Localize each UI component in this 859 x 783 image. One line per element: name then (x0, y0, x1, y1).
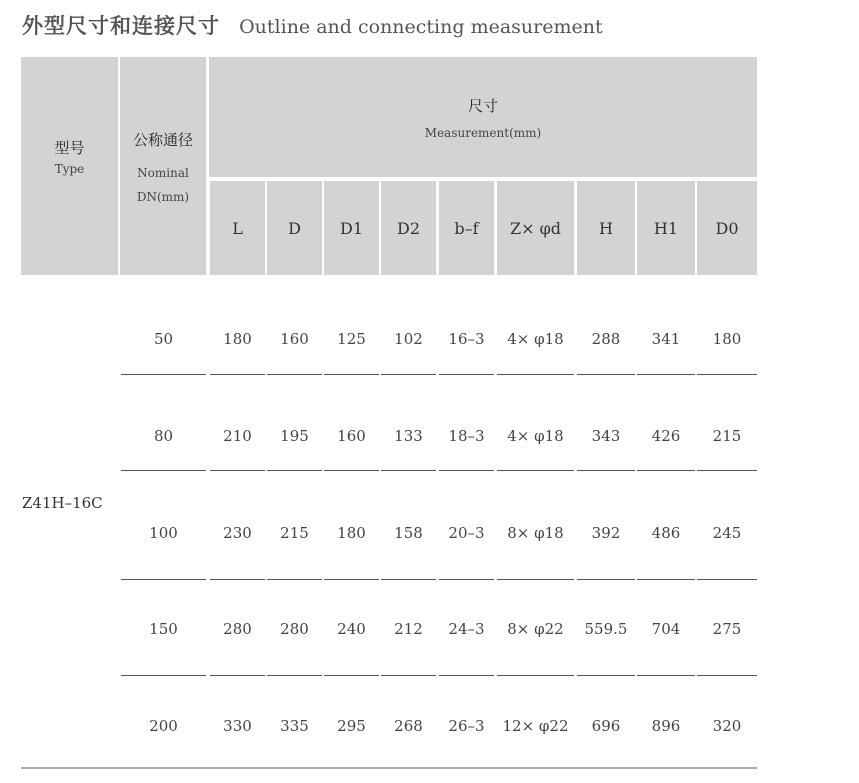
row-rule (497, 470, 574, 471)
header-type (21, 57, 118, 275)
row-rule (697, 470, 757, 471)
table-cell: 245 (712, 524, 742, 542)
table-cell: 275 (712, 620, 742, 638)
table-cell: 320 (712, 717, 742, 735)
table-cell: 288 (591, 330, 621, 348)
row-rule (637, 374, 695, 375)
row-rule (267, 374, 322, 375)
row-rule (381, 675, 436, 676)
table-cell: 180 (337, 524, 366, 542)
table-cell: 268 (394, 717, 423, 735)
column-header-0 (210, 181, 265, 275)
title-chinese: 外型尺寸和连接尺寸 (22, 13, 220, 38)
row-rule (577, 374, 635, 375)
row-rule (637, 470, 695, 471)
table-bottom-rule (21, 767, 757, 769)
dn-cell: 100 (149, 524, 178, 542)
column-header-label: H (599, 218, 613, 238)
row-rule (637, 675, 695, 676)
header-dn-en1: Nominal (137, 166, 189, 180)
table-cell: 4× φ18 (507, 330, 564, 348)
row-rule (267, 675, 322, 676)
header-dn-en2: DN(mm) (136, 190, 190, 204)
table-cell: 210 (223, 427, 252, 445)
row-rule (121, 675, 206, 676)
table-cell: 4× φ18 (507, 427, 564, 445)
page-title (22, 10, 603, 40)
row-rule (497, 675, 574, 676)
table-cell: 8× φ18 (507, 524, 564, 542)
table-cell: 335 (280, 717, 309, 735)
column-header-label: D (288, 218, 301, 238)
dn-cell: 200 (149, 717, 178, 735)
table-cell: 160 (337, 427, 366, 445)
header-type-zh: 型号 (54, 139, 85, 157)
row-rule (324, 374, 379, 375)
row-rule (121, 470, 206, 471)
type-value: Z41H–16C (22, 494, 103, 512)
table-cell: 341 (651, 330, 681, 348)
header-dn-zh: 公称通径 (132, 131, 193, 149)
table-cell: 230 (223, 524, 252, 542)
table-cell: 559.5 (584, 620, 628, 638)
table-cell: 180 (223, 330, 252, 348)
column-header-label: D2 (396, 218, 420, 238)
column-header-label: b–f (454, 218, 479, 238)
header-measurement-zh: 尺寸 (467, 97, 498, 115)
row-rule (324, 675, 379, 676)
column-header-7 (637, 181, 695, 275)
row-rule (577, 579, 635, 580)
row-rule (697, 374, 757, 375)
column-header-label: D0 (715, 218, 739, 238)
row-rule (697, 675, 757, 676)
row-rule (577, 675, 635, 676)
title-english: Outline and connecting measurement (239, 16, 603, 38)
table-cell: 392 (591, 524, 621, 542)
column-header-1 (267, 181, 322, 275)
dn-cell: 150 (149, 620, 178, 638)
table-cell: 195 (280, 427, 309, 445)
column-header-label: H1 (653, 218, 679, 238)
row-rule (637, 579, 695, 580)
table-cell: 704 (651, 620, 681, 638)
table-cell: 280 (280, 620, 309, 638)
table-cell: 295 (337, 717, 366, 735)
row-rule (697, 579, 757, 580)
header-dn (120, 57, 206, 275)
table-cell: 12× φ22 (502, 717, 569, 735)
table-cell: 158 (394, 524, 423, 542)
table-cell: 125 (337, 330, 366, 348)
table-cell: 8× φ22 (507, 620, 564, 638)
row-rule (267, 470, 322, 471)
table-cell: 280 (223, 620, 252, 638)
column-header-6 (577, 181, 635, 275)
table-cell: 696 (591, 717, 621, 735)
table-cell: 212 (394, 620, 423, 638)
row-rule (497, 579, 574, 580)
table-cell: 18–3 (448, 427, 485, 445)
table-cell: 16–3 (448, 330, 485, 348)
table-cell: 486 (651, 524, 681, 542)
table-cell: 426 (651, 427, 681, 445)
row-rule (121, 579, 206, 580)
dn-cell: 80 (153, 427, 174, 445)
column-header-label: L (232, 218, 243, 238)
column-header-label: Z× φd (509, 218, 562, 238)
row-rule (324, 579, 379, 580)
row-rule (121, 374, 206, 375)
table-cell: 20–3 (448, 524, 485, 542)
table-cell: 896 (651, 717, 681, 735)
row-rule (577, 470, 635, 471)
table-cell: 215 (280, 524, 309, 542)
table-cell: 26–3 (448, 717, 485, 735)
column-header-4 (439, 181, 494, 275)
row-rule (439, 675, 494, 676)
column-header-8 (697, 181, 757, 275)
table-cell: 343 (591, 427, 621, 445)
row-rule (210, 374, 265, 375)
table-cell: 180 (712, 330, 742, 348)
table-cell: 102 (394, 330, 423, 348)
row-rule (210, 675, 265, 676)
row-rule (210, 579, 265, 580)
header-measurement (209, 57, 757, 177)
row-rule (267, 579, 322, 580)
dn-cell: 50 (153, 330, 174, 348)
header-measurement-en: Measurement(mm) (424, 126, 542, 140)
table-cell: 24–3 (448, 620, 485, 638)
row-rule (381, 579, 436, 580)
column-header-2 (324, 181, 379, 275)
table-cell: 133 (394, 427, 423, 445)
column-header-5 (497, 181, 574, 275)
row-rule (497, 374, 574, 375)
row-rule (439, 374, 494, 375)
header-type-en: Type (54, 162, 85, 176)
table-cell: 215 (712, 427, 742, 445)
row-rule (439, 579, 494, 580)
table-cell: 240 (337, 620, 366, 638)
column-header-label: D1 (339, 218, 363, 238)
column-header-3 (381, 181, 436, 275)
table-cell: 160 (280, 330, 309, 348)
row-rule (324, 470, 379, 471)
row-rule (439, 470, 494, 471)
table-cell: 330 (223, 717, 252, 735)
row-rule (381, 374, 436, 375)
row-rule (381, 470, 436, 471)
row-rule (210, 470, 265, 471)
